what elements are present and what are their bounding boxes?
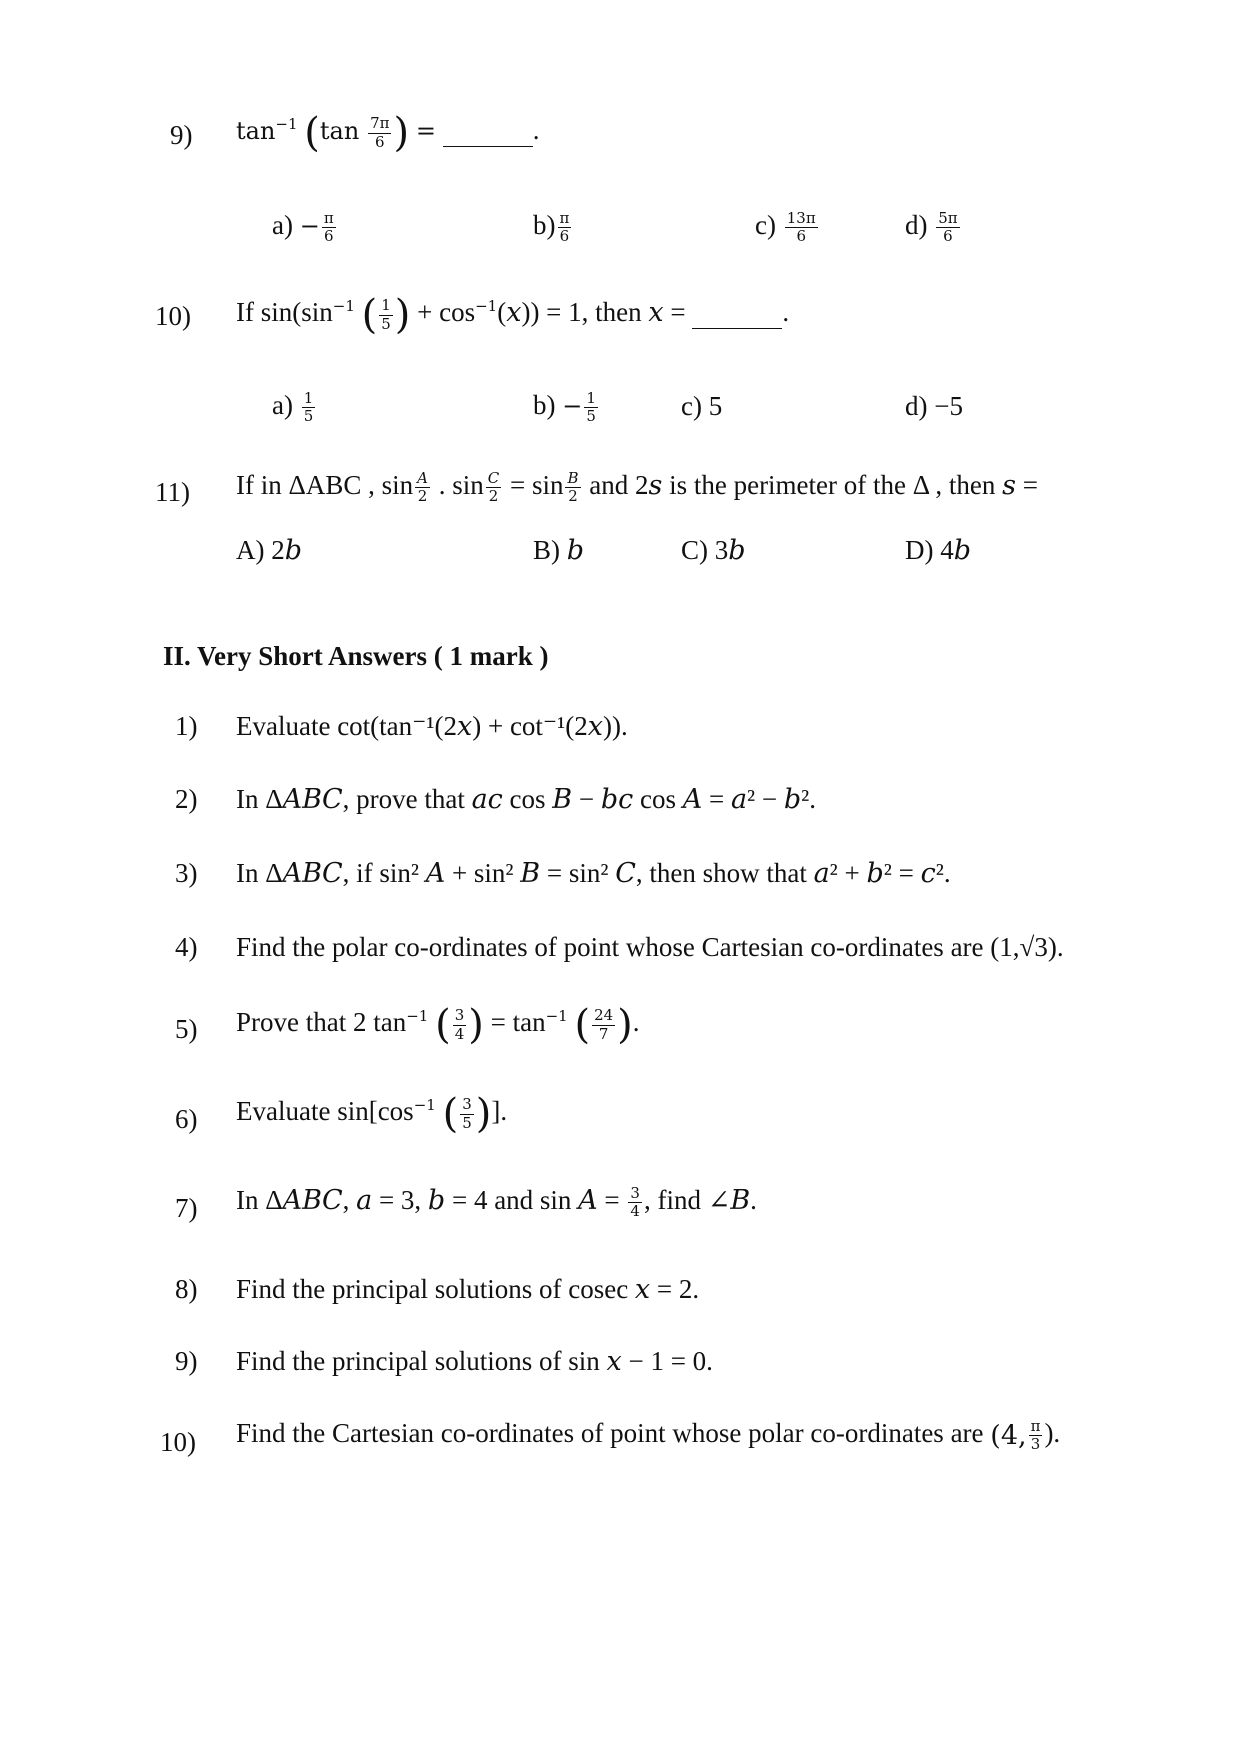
question-stem: If $\sin(\sin^{-1}$ ( $\frac{1}{5}$ ) + $\cos^{-1}(𝑥)) = 1$, then 𝑥 = . [236, 292, 790, 338]
question-stem: $\tan^{-1} (\tan$ $\frac{7\pi}{6}$ ) = . [236, 110, 540, 156]
question-text: Find the principal solutions of sin 𝑥 − 1 = 0. [236, 1346, 713, 1376]
option-c: C) 3𝑏 [681, 535, 746, 565]
option-c: c) 5 [681, 391, 723, 421]
option-d: d) $\frac{5\pi}{6}$ [905, 209, 958, 246]
option-b: b) $\frac{\pi}{6}$ [533, 209, 570, 246]
option-c: c) $\frac{13\pi}{6}$ [755, 209, 816, 246]
question-text: Find the Cartesian co-ordinates of point whose polar co-ordinates are (4, $\frac{\pi}{3}$ ). [236, 1417, 1061, 1454]
question-number: 7) [175, 1193, 198, 1223]
question-number: 3) [175, 858, 198, 888]
question-number: 5) [175, 1014, 198, 1044]
question-number: 10) [160, 1427, 196, 1457]
option-b: B) 𝑏 [533, 535, 585, 565]
question-number: 9) [175, 1346, 198, 1376]
answer-blank [443, 146, 533, 147]
question-stem: If in ΔABC , sin $\frac{A}{2}$ . sin $\frac{C}{2}$ = sin $\frac{B}{2}$ and 2𝑠 is the perimeter of the Δ , then 𝑠 = [236, 469, 1038, 506]
question-text: In Δ𝐴𝐵𝐶, if sin² 𝐴 + sin² 𝐵 = sin² 𝐶, then show that 𝑎² + 𝑏² = 𝑐². [236, 858, 951, 888]
question-text: Evaluate cot(tan⁻¹(2𝑥) + cot⁻¹(2𝑥)). [236, 711, 628, 741]
option-a: a) $\frac{1}{5}$ [272, 389, 314, 426]
question-number: 1) [175, 711, 198, 741]
question-text: Find the polar co-ordinates of point whose Cartesian co-ordinates are (1,√3). [236, 932, 1064, 962]
option-a: A) 2𝑏 [236, 535, 303, 565]
question-number: 4) [175, 932, 198, 962]
question-text: Evaluate $\sin[\cos^{-1}$ ( $\frac{3}{5}$ )]. [236, 1091, 508, 1137]
question-number: 8) [175, 1274, 198, 1304]
question-text: Prove that 2 $\tan^{-1}$ ( $\frac{3}{4}$ ) = $\tan^{-1}$ ( $\frac{24}{7}$ ). [236, 1002, 640, 1048]
question-number: 11) [155, 477, 190, 507]
question-number: 9) [170, 120, 193, 150]
option-a: a) − $\frac{\pi}{6}$ [272, 209, 334, 246]
question-number: 10) [155, 301, 191, 331]
option-b: b) − $\frac{1}{5}$ [533, 389, 596, 426]
section-heading: II. Very Short Answers ( 1 mark ) [163, 641, 549, 671]
question-number: 6) [175, 1104, 198, 1134]
question-text: In Δ𝐴𝐵𝐶, prove that 𝑎𝑐 cos 𝐵 − 𝑏𝑐 cos 𝐴 = 𝑎² − 𝑏². [236, 784, 817, 814]
question-number: 2) [175, 784, 198, 814]
option-d: d) −5 [905, 391, 963, 421]
option-d: D) 4𝑏 [905, 535, 972, 565]
answer-blank [692, 328, 782, 329]
question-text: Find the principal solutions of cosec 𝑥 = 2. [236, 1274, 700, 1304]
question-text: In Δ𝐴𝐵𝐶, 𝑎 = 3, 𝑏 = 4 and sin 𝐴 = $\frac{3}{4}$ , find ∠𝐵. [236, 1184, 757, 1221]
